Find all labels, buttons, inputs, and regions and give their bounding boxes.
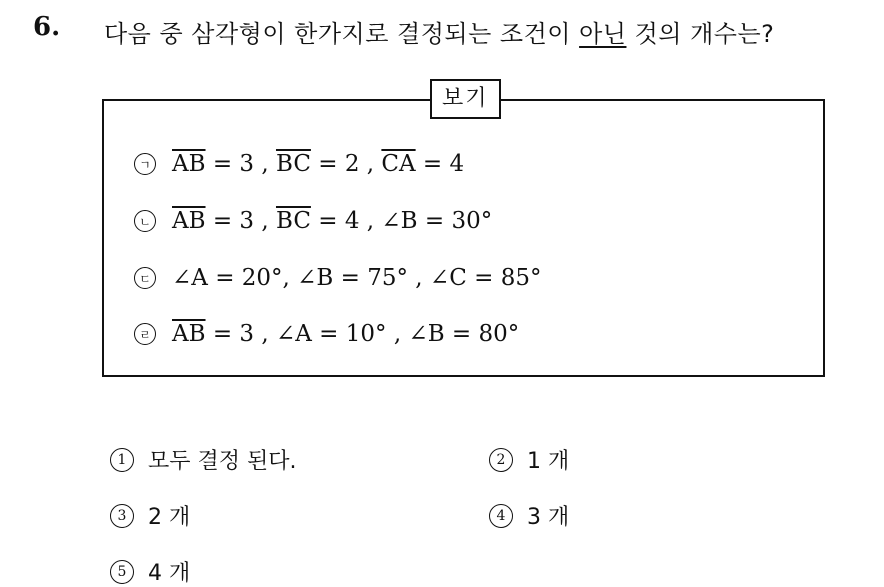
condition-text xyxy=(172,321,519,347)
condition-text xyxy=(172,265,541,291)
condition-marker: ㄹ xyxy=(134,323,156,345)
choice-5[interactable] xyxy=(110,556,190,587)
choice-label: 2 개 xyxy=(148,505,191,530)
segment-name: $\overline{CA}$ xyxy=(381,151,416,177)
condition-item-4 xyxy=(134,321,519,347)
choice-label: 모두 결정 된다. xyxy=(148,449,297,474)
condition-marker: ㄴ xyxy=(134,210,156,232)
condition-marker: ㄱ xyxy=(134,153,156,175)
question-number: 6. xyxy=(33,12,61,42)
condition-item-3 xyxy=(134,265,541,291)
choice-label: 4 개 xyxy=(148,561,191,586)
segment-name: $\overline{BC}$ xyxy=(275,151,311,177)
condition-item-2 xyxy=(134,208,492,234)
segment-name: $\overline{AB}$ xyxy=(172,208,206,234)
condition-segment: ∠A = 20°, ∠B = 75° , ∠C = 85° xyxy=(172,265,542,291)
choice-number: 5 xyxy=(110,560,134,584)
question-text-after: 것의 개수는? xyxy=(626,20,775,48)
condition-marker: ㄷ xyxy=(134,267,156,289)
condition-segment: = 4 , ∠B = 30° xyxy=(310,208,493,234)
choice-3[interactable] xyxy=(110,500,190,531)
condition-item-1 xyxy=(134,151,464,177)
conditions-box-title: 보기 xyxy=(430,79,501,119)
choice-number: 1 xyxy=(110,448,134,472)
question-text-before: 다음 중 삼각형이 한가지로 결정되는 조건이 xyxy=(104,20,580,48)
segment-name: $\overline{BC}$ xyxy=(275,208,311,234)
question-text xyxy=(104,14,774,49)
choice-number: 2 xyxy=(489,448,513,472)
condition-segment: = 4 xyxy=(415,151,465,177)
choice-number: 3 xyxy=(110,504,134,528)
condition-segment: = 2 , xyxy=(310,151,382,177)
choice-label: 1 개 xyxy=(527,449,570,474)
choice-1[interactable] xyxy=(110,444,297,475)
choice-label: 3 개 xyxy=(527,505,570,530)
condition-segment: = 3 , ∠A = 10° , ∠B = 80° xyxy=(205,321,520,347)
choice-4[interactable] xyxy=(489,500,569,531)
condition-text xyxy=(172,151,464,177)
question-text-underlined: 아닌 xyxy=(579,20,627,48)
choice-2[interactable] xyxy=(489,444,569,475)
segment-name: $\overline{AB}$ xyxy=(172,321,206,347)
condition-segment: = 3 , xyxy=(205,208,276,234)
condition-segment: = 3 , xyxy=(205,151,276,177)
choice-number: 4 xyxy=(489,504,513,528)
segment-name: $\overline{AB}$ xyxy=(172,151,206,177)
condition-text xyxy=(172,208,492,234)
